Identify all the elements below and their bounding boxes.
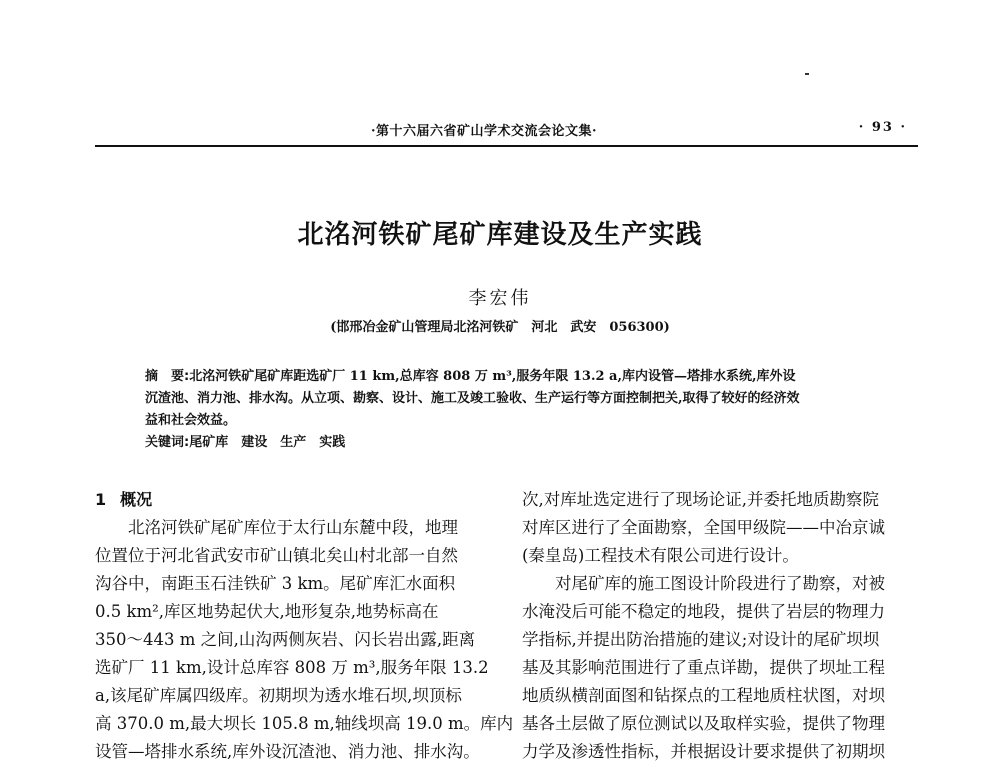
left-line: 位置位于河北省武安市矿山镇北矣山村北部一自然 xyxy=(95,546,458,565)
section-number: 1 xyxy=(95,490,107,509)
right-line: 对尾矿库的施工图设计阶段进行了勘察，对被 xyxy=(522,574,885,593)
right-line: 水淹没后可能不稳定的地段，提供了岩层的物理力 xyxy=(522,602,885,621)
abstract-line-1 xyxy=(145,366,880,388)
abstract-label: 摘 要: xyxy=(145,369,190,384)
page-number: · 93 · xyxy=(858,120,907,135)
left-line: 高 370.0 m,最大坝长 105.8 m,轴线坝高 19.0 m。库内 xyxy=(95,714,514,733)
left-column xyxy=(95,486,514,766)
left-line: 350～443 m 之间,山沟两侧灰岩、闪长岩出露,距离 xyxy=(95,630,476,649)
abstract-line-3: 益和社会效益。 xyxy=(145,413,237,428)
left-line: a,该尾矿库属四级库。初期坝为透水堆石坝,坝顶标 xyxy=(95,686,462,705)
running-header xyxy=(95,118,915,142)
right-line: 基及其影响范围进行了重点详勘，提供了坝址工程 xyxy=(522,658,885,677)
right-line: 基各土层做了原位测试以及取样实验，提供了物理 xyxy=(522,714,885,733)
left-line: 0.5 km²,库区地势起伏大,地形复杂,地势标高在 xyxy=(95,602,439,621)
right-line: (秦皇岛)工程技术有限公司进行设计。 xyxy=(522,546,799,565)
header-rule xyxy=(95,145,918,147)
paper-title: 北洺河铁矿尾矿库建设及生产实践 xyxy=(297,220,703,250)
section-heading xyxy=(95,486,495,514)
left-line: 北洺河铁矿尾矿库位于太行山东麓中段，地理 xyxy=(95,518,458,537)
right-line: 对库区进行了全面勘察，全国甲级院——中冶京诚 xyxy=(522,518,885,537)
right-column xyxy=(522,486,922,766)
keywords-line xyxy=(145,432,880,454)
author-name: 李宏伟 xyxy=(468,288,532,309)
section-title: 概况 xyxy=(120,490,153,509)
keywords-text: 尾矿库 建设 生产 实践 xyxy=(189,435,346,450)
right-line: 力学及渗透性指标，并根据设计要求提供了初期坝 xyxy=(522,742,885,761)
journal-name: ·第十六届六省矿山学术交流会论文集· xyxy=(371,124,598,139)
left-line: 设管—塔排水系统,库外设沉渣池、消力池、排水沟。 xyxy=(95,742,480,761)
abstract-line-2: 沉渣池、消力池、排水沟。从立项、勘察、设计、施工及竣工验收、生产运行等方面控制把关,取得了较好的经济效 xyxy=(145,391,800,406)
left-line: 选矿厂 11 km,设计总库容 808 万 m³,服务年限 13.2 xyxy=(95,658,489,677)
right-line: 地质纵横剖面图和钻探点的工程地质柱状图，对坝 xyxy=(522,686,885,705)
abstract-block xyxy=(145,366,880,454)
right-line: 次,对库址选定进行了现场论证,并委托地质勘察院 xyxy=(522,490,879,509)
keywords-label: 关键词: xyxy=(145,435,190,450)
left-line: 沟谷中，南距玉石洼铁矿 3 km。尾矿库汇水面积 xyxy=(95,574,456,593)
author-affiliation: (邯邢冶金矿山管理局北洺河铁矿 河北 武安 056300) xyxy=(330,320,670,335)
scan-speck xyxy=(805,73,809,75)
right-line: 学指标,并提出防治措施的建议;对设计的尾矿坝坝 xyxy=(522,630,880,649)
abstract-text-1: 北洺河铁矿尾矿库距选矿厂 11 km,总库容 808 万 m³,服务年限 13.2 a,库内设管—塔排水系统,库外设 xyxy=(189,369,796,384)
